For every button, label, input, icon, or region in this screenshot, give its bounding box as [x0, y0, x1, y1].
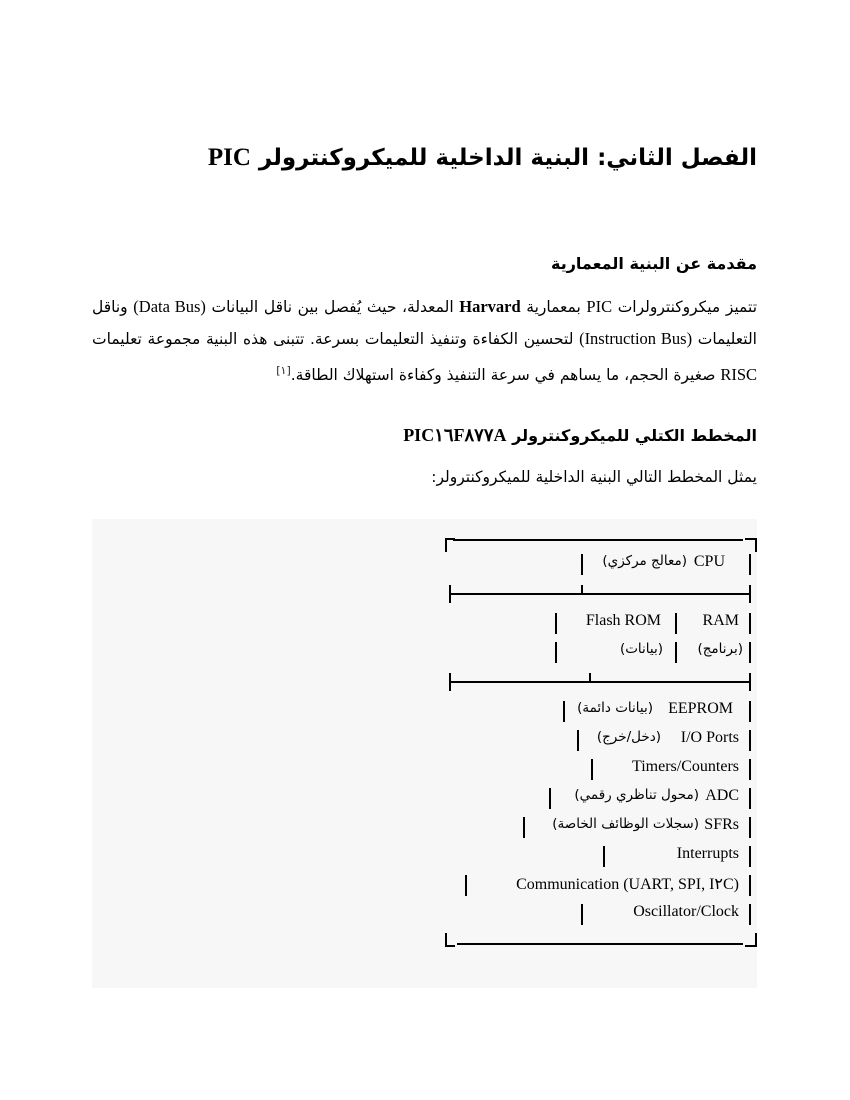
memory-desc-row	[445, 638, 757, 667]
flash-desc: (بيانات)	[619, 641, 663, 657]
diagram-separator	[445, 579, 757, 609]
sfrs-desc: (سجلات الوظائف الخاصة)	[552, 816, 699, 832]
adc-label: ADC	[705, 787, 739, 804]
cpu-row	[445, 550, 757, 579]
diagram-intro: يمثل المخطط التالي البنية الداخلية للميكروكنترولر:	[431, 468, 757, 486]
diagram-separator	[445, 667, 757, 697]
document-page	[92, 0, 757, 1100]
eeprom-desc: (بيانات دائمة)	[577, 700, 653, 716]
ram-desc: (برنامج)	[697, 641, 743, 657]
block-heading-latin: PIC١٦F٨٧٧A	[403, 425, 507, 445]
memory-row	[445, 609, 757, 638]
timers-row	[445, 755, 757, 784]
io-row	[445, 726, 757, 755]
intro-paragraph: تتميز ميكروكنترولرات PIC بمعمارية Harvard المعدلة، حيث يُفصل بين ناقل البيانات (Data Bus) وناقل التعليمات (Instruction Bus) لتحسين الكفاءة وتنفيذ التعليمات بسرعة. تتبنى هذه البنية مجموعة تعليمات RISC صغيرة الحجم، ما يساهم في سرعة التنفيذ وكفاءة استهلاك الطاقة.[١]	[92, 297, 758, 385]
io-desc: (دخل/خرج)	[596, 729, 661, 745]
chapter-title-latin: PIC	[207, 144, 251, 171]
communication-label: Communication (UART, SPI, I٢C)	[516, 876, 739, 893]
sfrs-label: SFRs	[704, 816, 739, 833]
cpu-label: CPU	[693, 553, 725, 570]
sfrs-row	[445, 813, 757, 842]
chapter-title	[92, 138, 757, 178]
oscillator-row	[445, 900, 757, 929]
block-diagram-heading	[92, 425, 757, 446]
eeprom-label: EEPROM	[668, 700, 733, 717]
oscillator-label: Oscillator/Clock	[633, 903, 739, 920]
adc-row	[445, 784, 757, 813]
timers-label: Timers/Counters	[632, 758, 739, 775]
interrupts-label: Interrupts	[676, 845, 739, 862]
eeprom-row	[445, 697, 757, 726]
reference-link[interactable]: [١]	[276, 364, 291, 377]
communication-row	[445, 871, 757, 900]
cpu-desc: (معالج مركزي)	[602, 553, 687, 569]
interrupts-row	[445, 842, 757, 871]
diagram-bottom-border	[445, 929, 757, 959]
block-diagram	[92, 519, 757, 988]
adc-desc: (محول تناظري رقمي)	[574, 787, 699, 803]
ram-label: RAM	[702, 612, 739, 629]
io-label: I/O Ports	[680, 729, 739, 746]
intro-heading: مقدمة عن البنية المعمارية	[550, 254, 757, 273]
flash-label: Flash ROM	[585, 612, 661, 629]
chapter-title-arabic: الفصل الثاني: البنية الداخلية للميكروكنترولر	[258, 145, 757, 171]
block-heading-arabic: المخطط الكتلي للميكروكنترولر	[512, 426, 757, 445]
